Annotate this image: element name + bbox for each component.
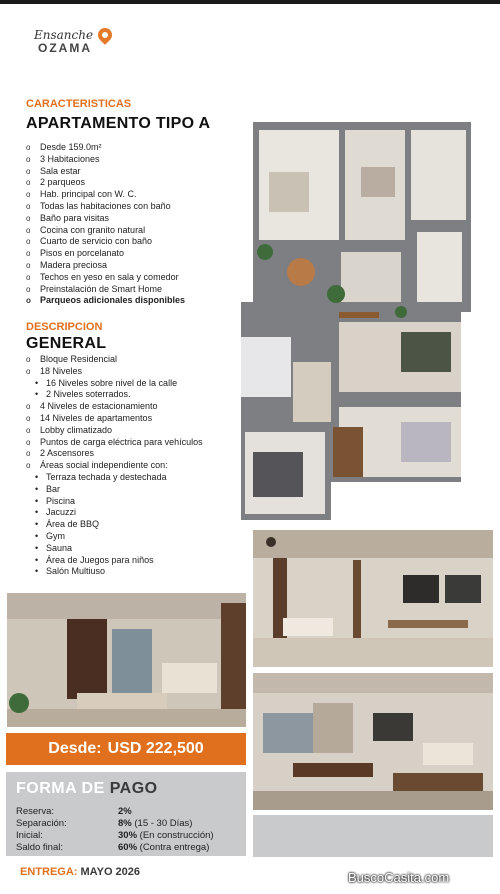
description-item xyxy=(26,472,203,484)
bullet-icon: o xyxy=(26,413,31,423)
feature-item xyxy=(26,225,185,237)
bullet-icon: • xyxy=(35,507,39,518)
bullet-icon: • xyxy=(35,542,39,553)
ozama-logo xyxy=(34,26,124,62)
feature-text: Cocina con granito natural xyxy=(40,224,146,235)
description-text: Jacuzzi xyxy=(46,507,77,518)
description-list xyxy=(26,354,203,578)
payment-percent: 2% xyxy=(118,806,132,817)
descripcion-heading: DESCRIPCION xyxy=(26,321,103,333)
description-item xyxy=(26,555,203,567)
feature-item xyxy=(26,248,185,260)
feature-text: Sala estar xyxy=(40,165,81,176)
payment-row-label: Reserva: xyxy=(16,806,55,817)
description-text: Sauna xyxy=(46,542,73,553)
feature-item xyxy=(26,272,185,284)
description-text: Áreas social independiente con: xyxy=(40,460,168,471)
apartment-type-title: APARTAMENTO TIPO A xyxy=(26,115,211,132)
price-banner xyxy=(6,733,246,765)
payment-row-label: Saldo final: xyxy=(16,842,64,853)
description-text: Bloque Residencial xyxy=(40,354,118,364)
feature-item xyxy=(26,236,185,248)
description-text: 14 Niveles de apartamentos xyxy=(40,412,153,423)
bullet-icon: o xyxy=(26,213,31,223)
description-item xyxy=(26,366,203,378)
bullet-icon: o xyxy=(26,355,31,364)
feature-text: Parqueos adicionales disponibles xyxy=(40,295,186,306)
description-text: Área de BBQ xyxy=(46,519,100,530)
description-text: 2 Niveles soterrados. xyxy=(46,389,131,400)
bullet-icon: • xyxy=(35,471,39,482)
bullet-icon: o xyxy=(26,201,31,211)
feature-item xyxy=(26,154,185,166)
price-value: USD 222,500 xyxy=(107,740,204,757)
feature-item xyxy=(26,189,185,201)
payment-row-value xyxy=(118,830,214,841)
bullet-icon: • xyxy=(35,389,39,400)
feature-item xyxy=(26,166,185,178)
description-item xyxy=(26,484,203,496)
payment-title xyxy=(16,780,158,798)
dining-room-photo xyxy=(253,530,493,667)
payment-row-value xyxy=(118,806,132,817)
description-item xyxy=(26,413,203,425)
description-item xyxy=(26,496,203,508)
feature-text: Preinstalación de Smart Home xyxy=(40,283,163,294)
description-text: Área de Juegos para niños xyxy=(46,554,154,565)
description-item xyxy=(26,460,203,472)
description-item xyxy=(26,401,203,413)
description-text: 16 Niveles sobre nivel de la calle xyxy=(46,377,178,388)
logo-word: OZAMA xyxy=(38,41,92,55)
description-item xyxy=(26,543,203,555)
payment-title-b: PAGO xyxy=(109,780,158,797)
bullet-icon: • xyxy=(35,483,39,494)
description-item xyxy=(26,519,203,531)
delivery-label: ENTREGA: xyxy=(20,866,78,878)
bullet-icon: • xyxy=(35,495,39,506)
payment-note: (En construcción) xyxy=(137,830,214,841)
bullet-icon: o xyxy=(26,225,31,235)
bullet-icon: o xyxy=(26,437,31,447)
payment-row-label: Inicial: xyxy=(16,830,43,841)
bullet-icon: • xyxy=(35,530,39,541)
description-text: Puntos de carga eléctrica para vehículos xyxy=(40,436,203,447)
bullet-icon: • xyxy=(35,566,39,577)
payment-note: (Contra entrega) xyxy=(137,842,210,853)
description-text: 18 Niveles xyxy=(40,365,83,376)
description-text: Terraza techada y destechada xyxy=(46,471,167,482)
bullet-icon: o xyxy=(26,249,31,259)
logo-script: Ensanche xyxy=(34,28,94,42)
description-item xyxy=(26,425,203,437)
feature-text: Madera preciosa xyxy=(40,259,108,270)
payment-row-label: Separación: xyxy=(16,818,67,829)
bullet-icon: • xyxy=(35,519,39,530)
bullet-icon: o xyxy=(26,284,31,294)
payment-row-value xyxy=(118,818,192,829)
payment-note: (15 - 30 Días) xyxy=(131,818,193,829)
payment-percent: 8% xyxy=(118,818,132,829)
payment-title-a: FORMA DE xyxy=(16,780,105,797)
bullet-icon: o xyxy=(26,260,31,270)
gray-panel xyxy=(253,815,493,857)
description-text: Lobby climatizado xyxy=(40,424,113,435)
bullet-icon: o xyxy=(26,154,31,164)
description-item xyxy=(26,354,203,366)
description-text: 4 Niveles de estacionamiento xyxy=(40,401,158,412)
feature-text: Techos en yeso en sala y comedor xyxy=(40,271,179,282)
feature-item xyxy=(26,142,185,154)
feature-item xyxy=(26,213,185,225)
bullet-icon: • xyxy=(35,377,39,388)
top-border xyxy=(0,0,500,4)
description-item xyxy=(26,531,203,543)
description-item xyxy=(26,378,203,390)
feature-item xyxy=(26,295,185,307)
description-item xyxy=(26,437,203,449)
payment-row-value xyxy=(118,842,209,853)
delivery-value: MAYO 2026 xyxy=(80,866,141,878)
bullet-icon: o xyxy=(26,425,31,435)
bullet-icon: o xyxy=(26,272,31,282)
feature-text: Hab. principal con W. C. xyxy=(40,189,137,200)
delivery-date xyxy=(20,866,140,878)
feature-text: Todas las habitaciones con baño xyxy=(40,200,171,211)
payment-box xyxy=(6,772,246,856)
feature-item xyxy=(26,201,185,213)
bullet-icon: o xyxy=(26,296,31,306)
bullet-icon: o xyxy=(26,166,31,176)
feature-text: 2 parqueos xyxy=(40,177,86,188)
description-text: Piscina xyxy=(46,495,76,506)
bullet-icon: o xyxy=(26,190,31,200)
bullet-icon: o xyxy=(26,178,31,188)
description-item xyxy=(26,566,203,578)
bullet-icon: o xyxy=(26,237,31,247)
site-watermark: BuscoCasita.com xyxy=(348,870,450,885)
bullet-icon: o xyxy=(26,366,31,376)
description-text: Salón Multiuso xyxy=(46,566,106,577)
description-text: Gym xyxy=(46,530,65,541)
feature-text: Desde 159.0m² xyxy=(40,142,102,152)
feature-item xyxy=(26,284,185,296)
price-label: Desde: xyxy=(48,740,102,757)
feature-item xyxy=(26,177,185,189)
general-title: GENERAL xyxy=(26,335,107,352)
bullet-icon: o xyxy=(26,449,31,459)
floor-plan-image xyxy=(241,112,481,520)
feature-text: Baño para visitas xyxy=(40,212,110,223)
description-text: 2 Ascensores xyxy=(40,448,95,459)
living-room-photo xyxy=(7,593,246,727)
location-pin-icon xyxy=(95,25,115,45)
description-text: Bar xyxy=(46,483,61,494)
feature-text: 3 Habitaciones xyxy=(40,153,100,164)
description-item xyxy=(26,389,203,401)
payment-percent: 60% xyxy=(118,842,138,853)
bullet-icon: o xyxy=(26,461,31,471)
description-item xyxy=(26,448,203,460)
feature-text: Pisos en porcelanato xyxy=(40,248,125,259)
bullet-icon: o xyxy=(26,402,31,412)
feature-item xyxy=(26,260,185,272)
bullet-icon: • xyxy=(35,554,39,565)
description-item xyxy=(26,507,203,519)
kitchen-photo xyxy=(253,673,493,810)
caracteristicas-heading: CARACTERISTICAS xyxy=(26,98,132,110)
payment-percent: 30% xyxy=(118,830,138,841)
bullet-icon: o xyxy=(26,143,31,152)
features-list xyxy=(26,142,185,307)
feature-text: Cuarto de servicio con baño xyxy=(40,236,153,247)
